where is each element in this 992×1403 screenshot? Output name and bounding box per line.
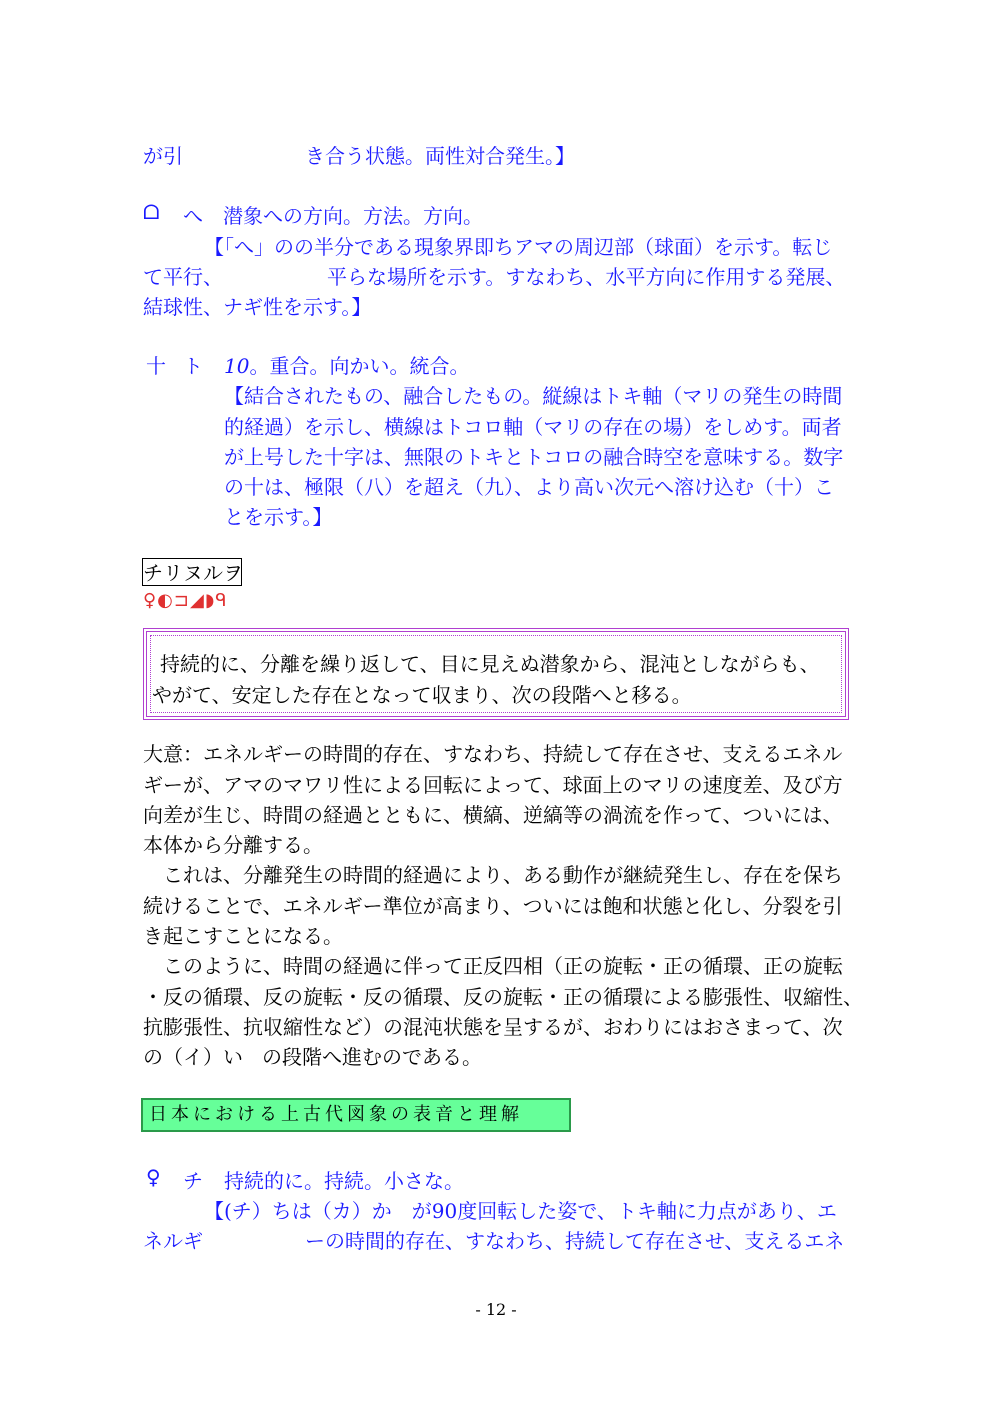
chi-headline: 持続的に。持続。小さな。 [224,1169,464,1193]
summary-line: やがて、安定した存在となって収まり、次の段階へと移る。 [152,683,692,707]
body-line: 大意：エネルギーの時間的存在、すなわち、持続して存在させ、支えるエネル [143,742,843,766]
body-line-last-a: の（イ）い [143,1045,243,1069]
he-symbol-icon: ᗝ [143,200,160,224]
to-line: が上号した十字は、無限のトキとトコロの融合時空を意味する。数字 [224,445,844,469]
chi-line-2b: ーの時間的存在、すなわち、持続して存在させ、支えるエネ [305,1229,845,1253]
chant-glyphs-icon: ♀◐⊐◢◗ᑫ [143,590,228,611]
body-line: 本体から分離する。 [143,833,323,857]
chi-line-1: 【(チ）ちは（カ）か が90度回転した姿で、トキ軸に力点があり、エ [204,1199,837,1223]
body-line: これは、分離発生の時間的経過により、ある動作が継続発生し、存在を保ち [163,863,843,887]
to-line: とを示す。】 [224,505,333,529]
he-kana: へ [183,204,203,228]
body-line: ・反の循環、反の旋転・反の循環、反の旋転・正の循環による膨張性、収縮性、 [143,985,863,1009]
to-number: 10 [224,354,250,378]
to-kana: ト [183,354,203,378]
page-number: - 12 - [475,1300,517,1319]
chi-line-2a: ネルギ [143,1229,203,1253]
to-line: の十は、極限（八）を超え（九）、より高い次元へ溶け込む（十）こ [224,475,834,499]
chant-title: チリヌルヲ [142,558,242,586]
body-line: 続けることで、エネルギー準位が高まり、ついには飽和状態と化し、分裂を引 [143,894,843,918]
body-line: ギーが、アマのマワリ性による回転によって、球面上のマリの速度差、及び方 [143,773,843,797]
body-line: このように、時間の経過に伴って正反四相（正の旋転・正の循環、正の旋転 [163,954,843,978]
body-line-last-b: の段階へ進むのである。 [262,1045,482,1069]
to-line: 【結合されたもの、融合したもの。縦線はトキ軸（マリの発生の時間 [224,384,843,408]
he-line-2b: 平らな場所を示す。すなわち、水平方向に作用する発展、 [327,265,846,289]
body-line: 向差が生じ、時間の経過とともに、横縞、逆縞等の渦流を作って、ついには、 [143,803,843,827]
chi-symbol-icon: ♀ [146,1165,161,1189]
to-headline [224,350,469,379]
text-line-fragment: き合う状態。両性対合発生。】 [305,144,575,168]
he-line-3: 結球性、ナギ性を示す。】 [143,295,372,319]
section-title: 日本における上古代図象の表音と理解 [141,1098,571,1132]
to-line: 的経過）を示し、横線はトコロ軸（マリの存在の場）をしめす。両者 [224,415,842,439]
he-headline: 潜象への方向。方法。方向。 [223,204,483,228]
to-headline-text: 。重合。向かい。統合。 [249,354,470,378]
to-symbol-icon: 十 [146,354,166,378]
text-line-fragment: が引 [143,144,183,168]
body-line: 抗膨張性、抗収縮性など）の混沌状態を呈するが、おわりにはおさまって、次 [143,1015,843,1039]
summary-line: 持続的に、分離を繰り返して、目に見えぬ潜象から、混沌としながらも、 [160,652,820,676]
chi-kana: チ [183,1169,203,1193]
he-line-2a: て平行、 [143,265,223,289]
body-line: き起こすことになる。 [143,924,343,948]
he-line-1: 【「へ」のの半分である現象界即ちアマの周辺部（球面）を示す。転じ [204,235,833,259]
